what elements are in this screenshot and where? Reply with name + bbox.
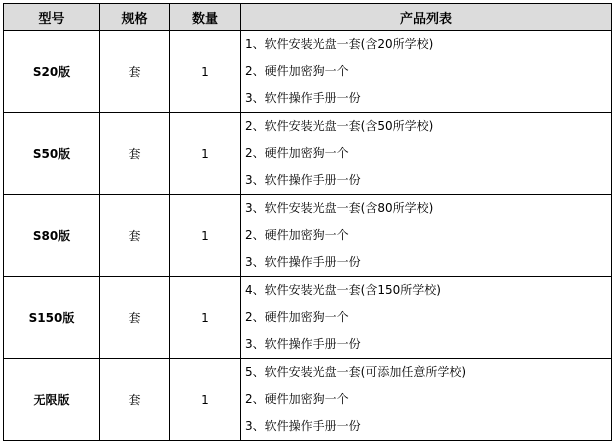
product-table-container [3, 3, 612, 441]
table-row [4, 31, 612, 113]
header-spec: 规格 [100, 4, 170, 31]
list-item: 2、硬件加密狗一个 [245, 64, 349, 78]
list-item: 2、软件安装光盘一套(含50所学校) [245, 119, 434, 133]
quantity-cell: 1 [170, 31, 241, 113]
product-list-cell [241, 31, 612, 113]
list-item: 3、软件操作手册一份 [245, 173, 361, 187]
spec-cell: 套 [100, 113, 170, 195]
spec-cell: 套 [100, 195, 170, 277]
product-table [3, 3, 612, 441]
list-item: 2、硬件加密狗一个 [245, 228, 349, 242]
list-item: 3、软件操作手册一份 [245, 337, 361, 351]
table-row [4, 359, 612, 441]
product-list-cell [241, 113, 612, 195]
model-cell: S150版 [4, 277, 100, 359]
quantity-cell: 1 [170, 277, 241, 359]
list-item: 3、软件安装光盘一套(含80所学校) [245, 201, 434, 215]
header-model: 型号 [4, 4, 100, 31]
list-item: 3、软件操作手册一份 [245, 91, 361, 105]
header-quantity: 数量 [170, 4, 241, 31]
model-cell: S50版 [4, 113, 100, 195]
table-row [4, 277, 612, 359]
model-cell: S20版 [4, 31, 100, 113]
list-item: 2、硬件加密狗一个 [245, 310, 349, 324]
product-list-cell [241, 195, 612, 277]
table-row [4, 113, 612, 195]
list-item: 2、硬件加密狗一个 [245, 146, 349, 160]
spec-cell: 套 [100, 31, 170, 113]
list-item: 3、软件操作手册一份 [245, 255, 361, 269]
quantity-cell: 1 [170, 359, 241, 441]
spec-cell: 套 [100, 277, 170, 359]
model-cell: 无限版 [4, 359, 100, 441]
list-item: 1、软件安装光盘一套(含20所学校) [245, 37, 434, 51]
spec-cell: 套 [100, 359, 170, 441]
list-item: 5、软件安装光盘一套(可添加任意所学校) [245, 365, 466, 379]
list-item: 3、软件操作手册一份 [245, 419, 361, 433]
list-item: 2、硬件加密狗一个 [245, 392, 349, 406]
quantity-cell: 1 [170, 113, 241, 195]
table-row [4, 195, 612, 277]
header-product-list: 产品列表 [241, 4, 612, 31]
quantity-cell: 1 [170, 195, 241, 277]
model-cell: S80版 [4, 195, 100, 277]
header-row [4, 4, 612, 31]
product-list-cell [241, 359, 612, 441]
list-item: 4、软件安装光盘一套(含150所学校) [245, 283, 441, 297]
product-list-cell [241, 277, 612, 359]
